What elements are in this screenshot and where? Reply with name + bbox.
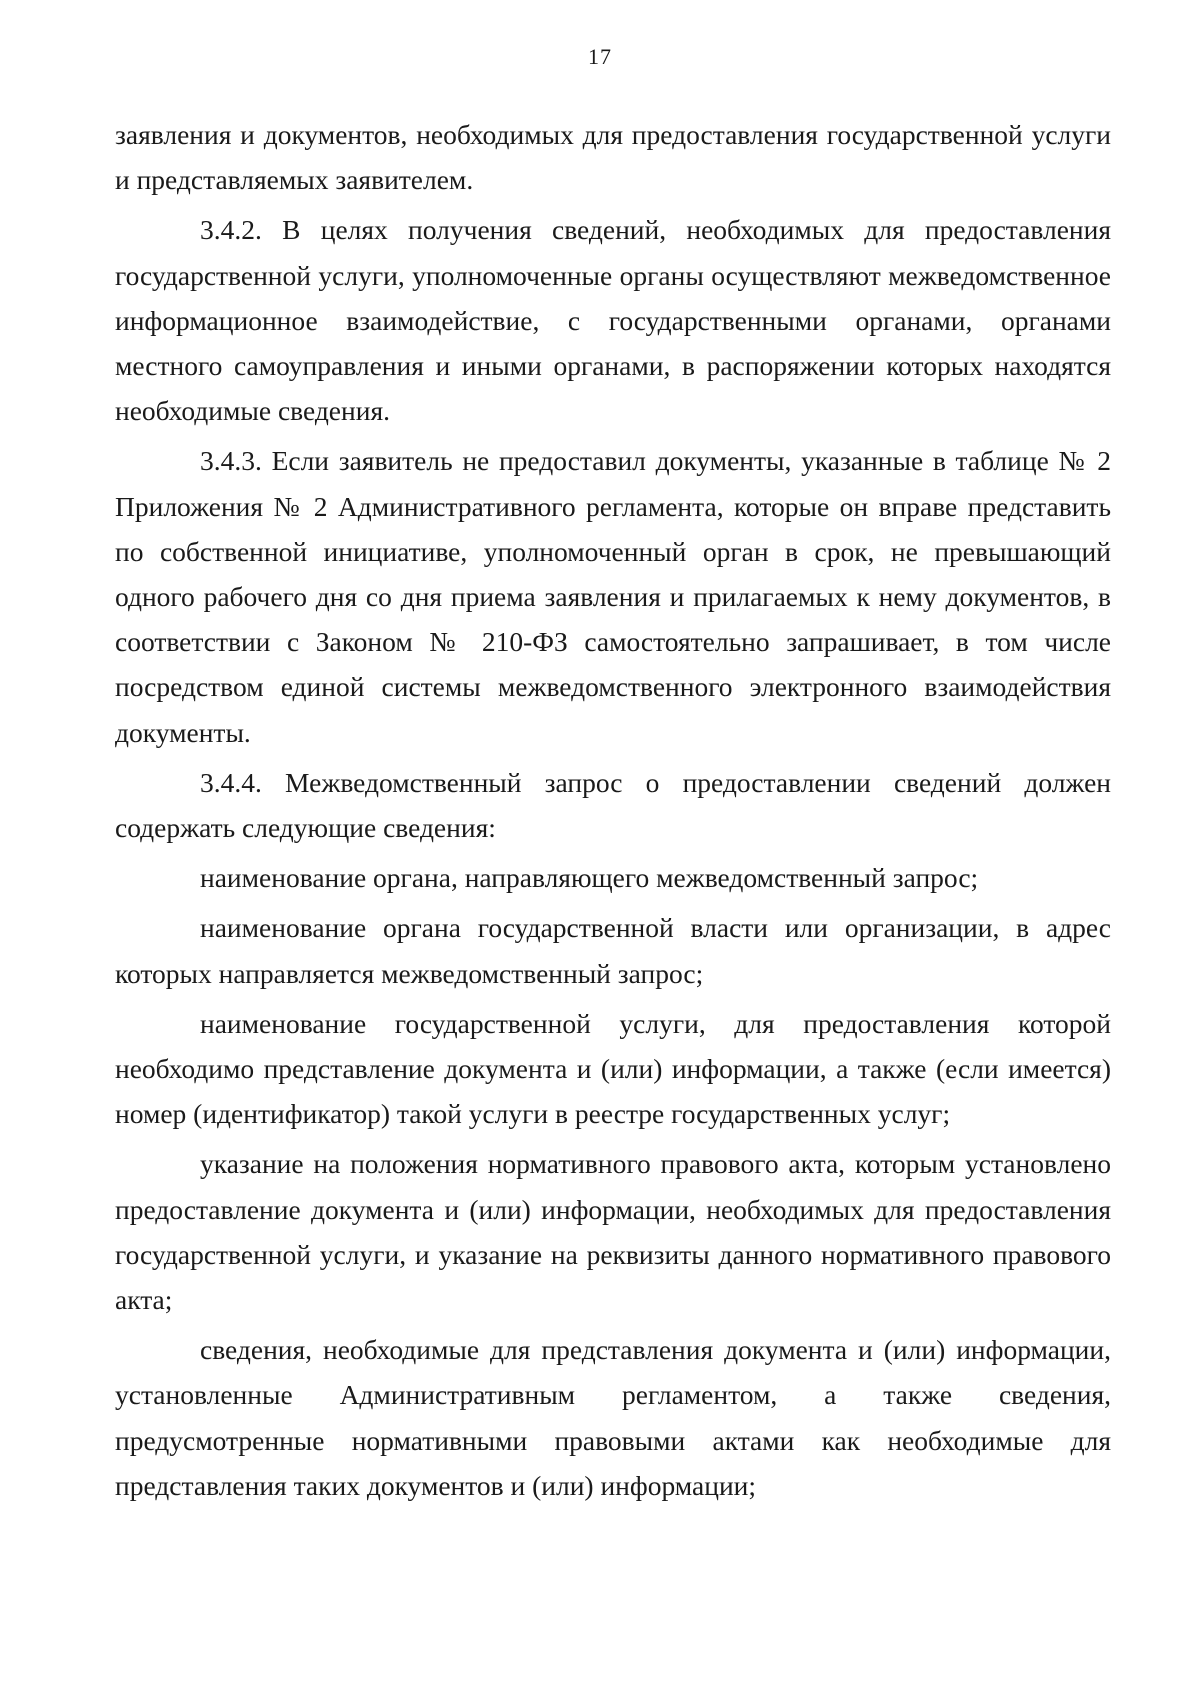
page-number: 17 (588, 44, 612, 69)
list-item-addressee-body: наименование органа государственной власти или организации, в адрес которых направляется межведомственный запрос; (115, 912, 1111, 989)
list-item-required-info: сведения, необходимые для представления документа и (или) информации, установленные Административным регламентом, а также сведения, предусмотренные нормативными правовыми актами как необходимые для представления таких документов и (или) информации; (115, 1334, 1111, 1501)
document-body (115, 112, 1111, 1513)
list-item-service-name: наименование государственной услуги, для предоставления которой необходимо представление документа и (или) информации, а также (если имеется) номер (идентификатор) такой услуги в реестре государственных услуг; (115, 1007, 1111, 1130)
list-item-legal-act: указание на положения нормативного правового акта, которым установлено предоставление документа и (или) информации, необходимых для предоставления государственной услуги, и указание на реквизиты данного нормативного правового акта; (115, 1148, 1111, 1316)
paragraph-3-4-4: 3.4.4. Межведомственный запрос о предоставлении сведений должен содержать следующие сведения: (115, 766, 1111, 844)
list-item-requesting-body: наименование органа, направляющего межведомственный запрос; (200, 862, 979, 894)
paragraph-3-4-3: 3.4.3. Если заявитель не предоставил документы, указанные в таблице № 2 Приложения № 2 Административного регламента, которые он вправе представить по собственной инициативе, уполномоченный орган в срок, не превышающий одного рабочего дня со дня приема заявления и прилагаемых к нему документов, в соответствии с Законом № 210-ФЗ самостоятельно запрашивает, в том числе посредством единой системы межведомственного электронного взаимодействия документы. (115, 445, 1111, 748)
paragraph-3-4-2: 3.4.2. В целях получения сведений, необходимых для предоставления государственной услуги, уполномоченные органы осуществляют межведомственное информационное взаимодействие, с государственными органами, органами местного самоуправления и иными органами, в распоряжении которых находятся необходимые сведения. (115, 214, 1111, 427)
paragraph-continuation: заявления и документов, необходимых для предоставления государственной услуги и представляемых заявителем. (115, 119, 1111, 196)
